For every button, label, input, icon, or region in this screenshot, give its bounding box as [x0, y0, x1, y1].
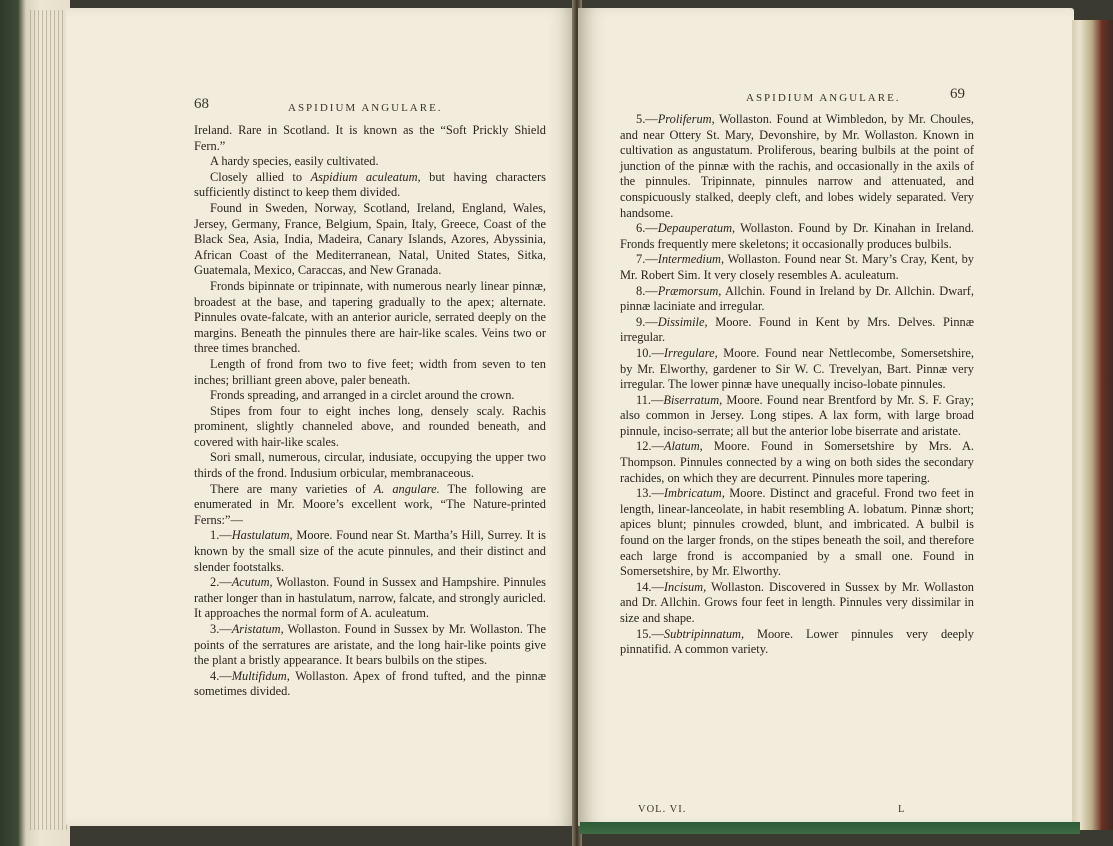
- paragraph: [194, 482, 546, 529]
- left-running-head: ASPIDIUM ANGULARE.: [288, 102, 443, 114]
- paragraph-text: Sori small, numerous, circular, indusiate, occupying the upper two thirds of the frond. Indusium orbicular, membranaceous.: [194, 450, 546, 481]
- paragraph: [620, 627, 974, 658]
- entry-name: Alatum,: [663, 439, 703, 454]
- paragraph-text: Wollaston. Apex of frond tufted, and the pinnæ sometimes divided.: [194, 668, 546, 699]
- right-page: [578, 8, 1074, 826]
- entry-name: Depauperatum,: [657, 221, 736, 236]
- paragraph-text: Wollaston. Found in Sussex by Mr. Wollaston. The points of the serratures are aristate, and the long hair-like points give the plant a bristly appearance. It bears bulbils on the stipes.: [194, 622, 546, 668]
- entry-name: Proliferum,: [657, 112, 715, 126]
- paragraph: [194, 404, 546, 451]
- paragraph-lead: 9.—: [636, 314, 658, 329]
- cover-edge: [580, 822, 1080, 834]
- paragraph-text: but having characters sufficiently distinct to keep them divided.: [194, 169, 546, 200]
- paragraph-text: Moore. Distinct and graceful. Frond two feet in length, linear-lanceolate, in habit resembling A. lobatum. Pinnæ short; apices blunt; pinnules crowded, blunt, and imbricated. A bulbil is found on the larger fronds, on the stipes beneath the soil, and therefore each large frond is accompanied by a small one. Found in Somersetshire, by Mr. Elworthy.: [620, 486, 974, 579]
- entry-name: Aristatum,: [231, 622, 284, 636]
- entry-name: Præmorsum,: [657, 283, 722, 298]
- paragraph: [194, 575, 546, 622]
- paragraph-lead: 2.—: [210, 575, 232, 590]
- paragraph: [194, 528, 546, 575]
- paragraph: [620, 221, 974, 252]
- paragraph-text: Moore. Found in Kent by Mrs. Delves. Pinnæ irregular.: [620, 314, 974, 345]
- paragraph-text: A hardy species, easily cultivated.: [210, 154, 379, 169]
- paragraph-lead: 7.—: [636, 252, 658, 267]
- entry-name: Subtripinnatum,: [663, 626, 745, 641]
- entry-name: Incisum,: [663, 579, 707, 594]
- paragraph: [620, 346, 974, 393]
- paragraph-text: Wollaston. Found at Wimbledon, by Mr. Choules, and near Ottery St. Mary, Devonshire, by Mr. Wollaston. Known in cultivation as angustatum. Proliferous, bearing bulbils at the point of junction of the pinnæ with the rachis, and occasionally in the axils of the pinnules. Tripinnate, pinnules narrow and attenuated, and conspicuously stalked, deeply cleft, and lobes widely separated. Very handsome.: [620, 112, 974, 220]
- paragraph-text: Found in Sweden, Norway, Scotland, Ireland, England, Wales, Jersey, Germany, France, Belgium, Spain, Italy, Greece, Coast of the Black Sea, Asia, India, Madeira, Canary Islands, Azores, Abyssinia, African Coast of the Mediterranean, Natal, United States, Sitka, Guatemala, Mexico, Caraccas, and New Granada.: [194, 200, 546, 278]
- paragraph-lead: 12.—: [636, 439, 664, 454]
- paragraph: [620, 112, 974, 221]
- left-page-number: 68: [194, 96, 209, 112]
- page-edge-lines: [30, 10, 70, 830]
- paragraph-text: Moore. Found near Nettlecombe, Somersetshire, by Mr. Elworthy, gardener to Sir W. C. Trevelyan, Bart. Pinnæ very irregular. The lower pinnæ have unequally inciso-lobate pinnules.: [620, 345, 974, 392]
- paragraph-lead: 1.—: [210, 528, 232, 543]
- paragraph: [194, 279, 546, 357]
- paragraph-text: Ireland. Rare in Scotland. It is known as the “Soft Prickly Shield Fern.”: [194, 123, 546, 153]
- paragraph-text: Stipes from four to eight inches long, densely scaly. Rachis prominent, slightly channeled above, and rounded beneath, and covered with hair-like scales.: [194, 403, 546, 449]
- paragraph-text: Wollaston. Found in Sussex and Hampshire. Pinnules rather longer than in hastulatum, narrow, falcate, and strongly auricled. It approaches the normal form of A. aculeatum.: [194, 575, 546, 621]
- paragraph: [194, 170, 546, 201]
- right-text-column: [620, 112, 974, 658]
- paragraph: [620, 252, 974, 283]
- entry-name: Intermedium,: [657, 252, 725, 267]
- paragraph: [194, 154, 546, 170]
- entry-name: A. angulare.: [373, 481, 440, 496]
- paragraph: [620, 580, 974, 627]
- paragraph: [194, 357, 546, 388]
- gathering-signature: L: [898, 804, 906, 815]
- left-text-column: [194, 123, 546, 700]
- paragraph-text: Fronds bipinnate or tripinnate, with numerous nearly linear pinnæ, broadest at the base, and tapering gradually to the apex; alternate. Pinnules ovate-falcate, with an anterior auricle, serrated deeply on the margins. Beneath the pinnules there are hair-like scales. Veins two or three times branched.: [194, 278, 546, 356]
- right-page-edges: [1072, 20, 1113, 830]
- paragraph-lead: 8.—: [636, 283, 658, 298]
- paragraph-lead: There are many varieties of: [210, 481, 374, 496]
- paragraph: [620, 439, 974, 486]
- paragraph-text: Wollaston. Found by Dr. Kinahan in Ireland. Fronds frequently mere skeletons; it occasionally produces bulbils.: [620, 221, 974, 251]
- paragraph-lead: 5.—: [636, 112, 658, 126]
- right-running-head: ASPIDIUM ANGULARE.: [746, 92, 901, 104]
- paragraph-lead: 4.—: [210, 668, 232, 683]
- paragraph: [194, 450, 546, 481]
- paragraph-lead: 10.—: [636, 345, 664, 360]
- paragraph: [620, 315, 974, 346]
- paragraph: [620, 393, 974, 440]
- paragraph-text: Allchin. Found in Ireland by Dr. Allchin. Dwarf, pinnæ laciniate and irregular.: [620, 283, 974, 314]
- paragraph-text: Wollaston. Discovered in Sussex by Mr. Wollaston and Dr. Allchin. Grows four feet in length. Pinnules very dissimilar in size and shape.: [620, 579, 974, 625]
- paragraph-text: Length of frond from two to five feet; width from seven to ten inches; brilliant green above, paler beneath.: [194, 356, 546, 387]
- paragraph-text: Moore. Found near St. Martha’s Hill, Surrey. It is known by the small size of the acute pinnules, and their distinct and slender footstalks.: [194, 528, 546, 574]
- paragraph: [194, 622, 546, 669]
- left-page: [66, 8, 576, 826]
- paragraph: [194, 201, 546, 279]
- paragraph-lead: 3.—: [210, 622, 232, 636]
- entry-name: Imbricatum,: [663, 486, 725, 501]
- entry-name: Multifidum,: [231, 668, 290, 683]
- paragraph-text: Moore. Found in Somersetshire by Mrs. A. Thompson. Pinnules connected by a wing on both sides the secondary rachides, on which they are decurrent. Pinnules more tapering.: [620, 439, 974, 485]
- paragraph-text: The following are enumerated in Mr. Moore’s excellent work, “The Nature-printed Ferns:”—: [194, 481, 546, 527]
- paragraph-lead: 6.—: [636, 221, 658, 236]
- entry-name: Dissimile,: [657, 314, 708, 329]
- entry-name: Biserratum,: [663, 392, 723, 407]
- paragraph-text: Moore. Lower pinnules very deeply pinnatifid. A common variety.: [620, 626, 974, 657]
- paragraph-text: Moore. Found near Brentford by Mr. S. F. Gray; also common in Jersey. Long stipes. A lax form, with large broad pinnule, inciso-serrate; all but the anterior lobe biserrate and aristate.: [620, 392, 974, 438]
- paragraph-lead: Closely allied to: [210, 169, 311, 184]
- paragraph-text: Wollaston. Found near St. Mary’s Cray, Kent, by Mr. Robert Sim. It very closely resembles A. aculeatum.: [620, 252, 974, 282]
- entry-name: Acutum,: [231, 575, 273, 590]
- paragraph: [194, 388, 546, 404]
- volume-signature: VOL. VI.: [638, 804, 687, 815]
- entry-name: Aspidium aculeatum,: [310, 169, 421, 184]
- paragraph: [620, 486, 974, 580]
- paragraph: [620, 284, 974, 315]
- paragraph-lead: 13.—: [636, 486, 664, 501]
- right-page-number: 69: [950, 86, 965, 102]
- entry-name: Hastulatum,: [231, 528, 293, 543]
- paragraph-lead: 15.—: [636, 626, 664, 641]
- paragraph-lead: 11.—: [636, 392, 664, 407]
- paragraph: [194, 669, 546, 700]
- entry-name: Irregulare,: [663, 345, 718, 360]
- paragraph-text: Fronds spreading, and arranged in a circlet around the crown.: [210, 388, 515, 403]
- paragraph: [194, 123, 546, 154]
- paragraph-lead: 14.—: [636, 579, 664, 594]
